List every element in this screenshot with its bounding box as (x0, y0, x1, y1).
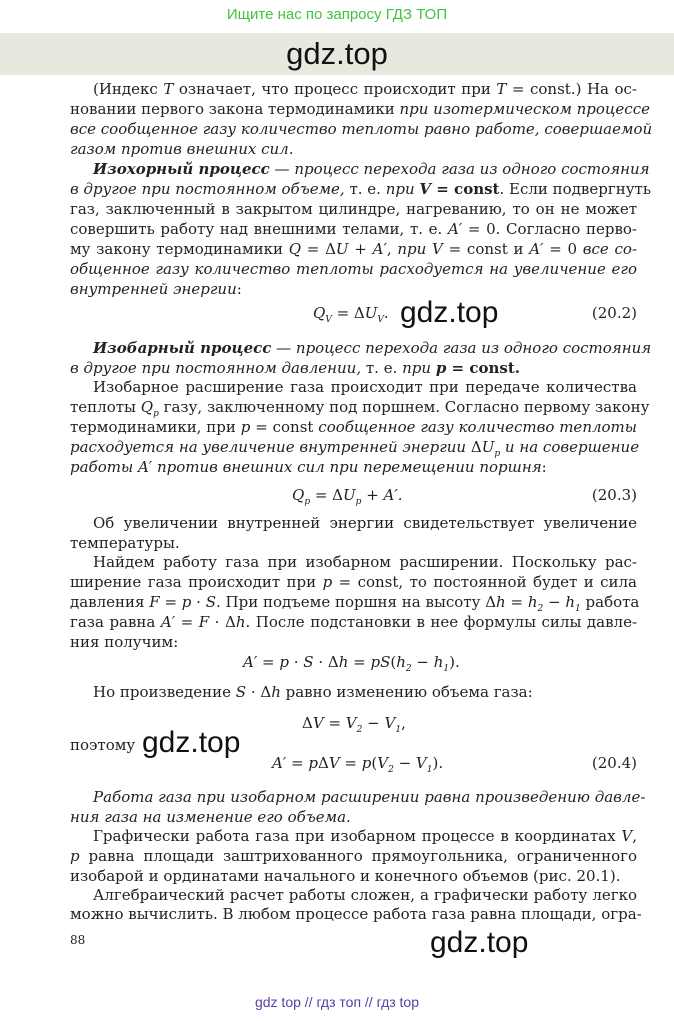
text-run: h (271, 683, 281, 701)
text-run: при V (397, 240, 443, 258)
text-run: : (541, 458, 547, 476)
text-run: V (345, 714, 357, 732)
text-run: ния получим: (70, 633, 179, 651)
site-logo: gdz.top (286, 36, 388, 71)
text-run: p (435, 359, 447, 377)
text-run: в другое при постоянном давлении, (70, 359, 362, 377)
text-run: h (527, 593, 538, 611)
text-run: Графически работа газа при изобарном процессе в координатах (93, 827, 622, 845)
text-run: = (348, 653, 371, 671)
text-run: Изохорный процесс (93, 160, 270, 178)
text-run: при изотермическом процессе (399, 100, 650, 118)
text-run: изобарой и ординатами начального и конечного объемов (рис. 20.1). (70, 867, 621, 885)
equation-number: (20.3) (591, 486, 637, 504)
text-run: = (175, 613, 199, 631)
text-run: т. е. (344, 180, 386, 198)
text-line (93, 513, 637, 533)
text-run: Q (292, 486, 305, 504)
text-run: , (401, 714, 406, 732)
text-run: p (181, 593, 192, 611)
text-run: V (328, 754, 340, 772)
text-run: му закону термодинамики (70, 240, 289, 258)
text-run: + (348, 240, 373, 258)
text-run: = const.) На ос- (506, 80, 637, 98)
text-line (70, 99, 650, 119)
text-run: + (361, 486, 384, 504)
text-run: − (543, 593, 566, 611)
text-line (93, 885, 637, 905)
text-run: A′ (529, 240, 544, 258)
text-run: при (402, 359, 436, 377)
subscript: 2 (356, 725, 363, 735)
text-run: A′ (243, 653, 258, 671)
text-run: давления (70, 593, 150, 611)
text-run: газа равна (70, 613, 161, 631)
subscript: 1 (426, 765, 433, 775)
text-run: h (338, 653, 349, 671)
text-run: ). (449, 653, 460, 671)
text-line (93, 826, 637, 846)
subscript: p (153, 409, 159, 419)
text-run: ния газа на изменение его объема. (70, 808, 351, 826)
text-run: сообщенное газу количество теплоты (318, 418, 637, 436)
watermark: gdz.top (400, 296, 499, 329)
text-run: теплоты (70, 398, 141, 416)
text-line (70, 279, 637, 299)
text-run: , (632, 827, 637, 845)
text-run: равно изменению объема газа: (280, 683, 533, 701)
text-run: общенное газу количество теплоты расходуется на увеличение его (70, 260, 637, 278)
text-run: V (377, 754, 389, 772)
text-run: T (163, 80, 174, 98)
text-run: A′ (272, 754, 287, 772)
text-run: Об увеличении внутренней энергии свидетельствует увеличение (93, 514, 637, 532)
text-run: = Δ (331, 304, 365, 322)
text-run: Q (313, 304, 326, 322)
text-run: A′ (160, 613, 176, 631)
formula (243, 652, 460, 679)
subscript: V (325, 315, 332, 325)
text-line (70, 437, 640, 459)
text-run: ( (371, 754, 378, 772)
text-run: расходуется на увеличение внутренней энергии (70, 438, 471, 456)
text-run: U (481, 438, 495, 456)
text-run: F (198, 613, 210, 631)
subscript: p (494, 449, 501, 459)
equation-number: (20.2) (591, 304, 637, 322)
text-run: h (396, 653, 406, 671)
text-run: U (343, 486, 356, 504)
text-run: p (240, 418, 251, 436)
text-run: означает, что процесс происходит при (173, 80, 497, 98)
therefore-word: поэтому (70, 736, 136, 754)
text-run: h (433, 653, 444, 671)
text-line (70, 533, 637, 553)
text-run: = (323, 714, 346, 732)
text-run: , (386, 240, 398, 258)
text-line (70, 199, 637, 219)
text-line (70, 139, 637, 159)
text-run: . После подстановки в нее формулы силы давле- (245, 613, 638, 631)
text-run: можно вычислить. В любом процессе работа газа равна площади, огра- (70, 905, 642, 923)
text-run: A′ (447, 220, 463, 238)
text-line (70, 592, 640, 614)
text-line (93, 159, 650, 179)
text-run: все со- (582, 240, 638, 258)
text-run: U (364, 304, 378, 322)
text-run: . Если подвергнуть (499, 180, 652, 198)
text-run: T (496, 80, 507, 98)
formula (302, 713, 406, 740)
text-run: ( (390, 653, 397, 671)
text-run: работа (580, 593, 640, 611)
watermark: gdz.top (430, 926, 529, 959)
text-run: · Δ (209, 613, 236, 631)
subscript: 1 (443, 664, 450, 674)
text-run: . При подъеме поршня на высоту Δ (216, 593, 497, 611)
page-number: 88 (70, 933, 86, 947)
text-run: h (235, 613, 246, 631)
text-line (70, 904, 642, 924)
text-run: = 0. Согласно перво- (462, 220, 637, 238)
text-line (93, 552, 637, 572)
text-run: ширение газа происходит при (70, 573, 323, 591)
text-line (93, 377, 637, 397)
text-run: Найдем работу газа при изобарном расширении. Поскольку рас- (93, 553, 637, 571)
text-run: S (205, 593, 216, 611)
text-run: Изобарное расширение газа происходит при передаче количества (93, 378, 637, 396)
text-run: A′ (372, 240, 387, 258)
text-line (70, 219, 637, 239)
text-line (70, 866, 637, 886)
text-run: h (565, 593, 576, 611)
text-run: p (308, 754, 318, 772)
subscript: V (377, 315, 384, 325)
text-run: газ, заключенный в закрытом цилиндре, нагреванию, то он не может (70, 200, 637, 218)
text-run: = (159, 593, 182, 611)
text-run: V (621, 827, 633, 845)
formula (272, 753, 443, 780)
text-run: S (303, 653, 314, 671)
text-run: внутренней энергии (70, 280, 237, 298)
text-line (70, 632, 637, 652)
text-run: равна площади заштрихованного прямоугольника, ограниченного (79, 847, 637, 865)
text-run: V (415, 754, 427, 772)
text-run: Q (288, 240, 302, 258)
text-run: V (419, 180, 432, 198)
text-run: = (286, 754, 309, 772)
text-run: Δ (470, 438, 482, 456)
text-run: термодинамики, при (70, 418, 241, 436)
text-run: − (393, 754, 416, 772)
text-run: p (361, 754, 372, 772)
text-run: = 0 (543, 240, 583, 258)
text-line (70, 358, 637, 378)
text-run: ). (432, 754, 444, 772)
subscript: 1 (395, 725, 402, 735)
text-line (70, 397, 650, 419)
text-run: — процесс перехода газа из одного состояния (271, 339, 652, 357)
subscript: p (304, 497, 311, 507)
text-run: − (411, 653, 434, 671)
text-run: pS (370, 653, 391, 671)
subscript: 2 (388, 765, 394, 775)
text-run: V (312, 714, 324, 732)
formula (292, 485, 403, 512)
text-run: Но произведение (93, 683, 236, 701)
text-run: Изобарный процесс (93, 339, 272, 357)
text-run: при (385, 180, 420, 198)
text-run: · Δ (246, 683, 272, 701)
text-run: = const и (442, 240, 530, 258)
formula (313, 303, 389, 330)
text-run: Работа газа при изобарном расширении равна произведению давле- (93, 788, 646, 806)
text-run: S (235, 683, 247, 701)
text-run: совершить работу над внешними телами, т. е. (70, 220, 448, 238)
text-line (70, 457, 637, 477)
text-run: = const. (446, 359, 520, 377)
text-run: новании первого закона термодинамики (70, 100, 400, 118)
footer-links: gdz top // гдз топ // гдз top (254, 994, 420, 1010)
text-run: — процесс перехода газа из одного состояния (269, 160, 650, 178)
text-line (70, 119, 653, 139)
text-run: = (505, 593, 528, 611)
subscript: p (355, 497, 362, 507)
text-run: · (191, 593, 206, 611)
text-run: · (288, 653, 304, 671)
watermark: gdz.top (142, 726, 241, 759)
text-line (93, 787, 646, 807)
text-line (70, 846, 637, 866)
text-run: · Δ (313, 653, 339, 671)
text-run: p (322, 573, 333, 591)
text-run: Δ (317, 754, 329, 772)
text-run: V (384, 714, 396, 732)
text-run: Алгебраический расчет работы сложен, а графически работу легко (93, 886, 637, 904)
text-line (70, 572, 637, 592)
text-run: все сообщенное газу количество теплоты равно работе, совершаемой (70, 120, 653, 138)
text-run: = const, то постоянной будет и сила (332, 573, 637, 591)
text-run: . (383, 304, 389, 322)
text-run: − (362, 714, 385, 732)
text-line (93, 682, 637, 702)
text-run: = const (250, 418, 319, 436)
text-run: температуры. (70, 534, 180, 552)
search-banner: Ищите нас по запросу ГДЗ ТОП (226, 6, 448, 23)
text-run: Q (140, 398, 154, 416)
text-run: = Δ (310, 486, 344, 504)
subscript: 2 (405, 664, 412, 674)
text-line (70, 239, 637, 259)
text-run: Δ (302, 714, 313, 732)
text-line (93, 79, 637, 99)
text-run: U (335, 240, 349, 258)
text-run: h (496, 593, 506, 611)
text-run: A′ (383, 486, 398, 504)
text-run: = (339, 754, 362, 772)
text-line (70, 807, 637, 827)
text-line (70, 179, 652, 199)
text-run: p (279, 653, 289, 671)
equation-number: (20.4) (591, 754, 637, 772)
text-run: газом против внешних сил. (70, 140, 294, 158)
text-line (70, 417, 637, 437)
text-run: (Индекс (93, 80, 164, 98)
text-run: p (70, 847, 80, 865)
text-run: = Δ (301, 240, 336, 258)
text-run: . (397, 486, 403, 504)
text-line (93, 338, 652, 358)
text-run: = const (431, 180, 500, 198)
subscript: 1 (575, 604, 581, 614)
text-line (70, 612, 637, 632)
text-run: : (236, 280, 242, 298)
text-run: = (257, 653, 280, 671)
text-run: газу, заключенному под поршнем. Согласно первому закону (158, 398, 650, 416)
subscript: 2 (537, 604, 544, 614)
text-line (70, 259, 637, 279)
text-run: т. е. (361, 359, 403, 377)
text-run: работы A′ против внешних сил при перемещении поршня (70, 458, 542, 476)
text-run: в другое при постоянном объеме, (70, 180, 345, 198)
text-run: и на совершение (500, 438, 640, 456)
text-run: F (149, 593, 160, 611)
header-band (0, 33, 674, 75)
